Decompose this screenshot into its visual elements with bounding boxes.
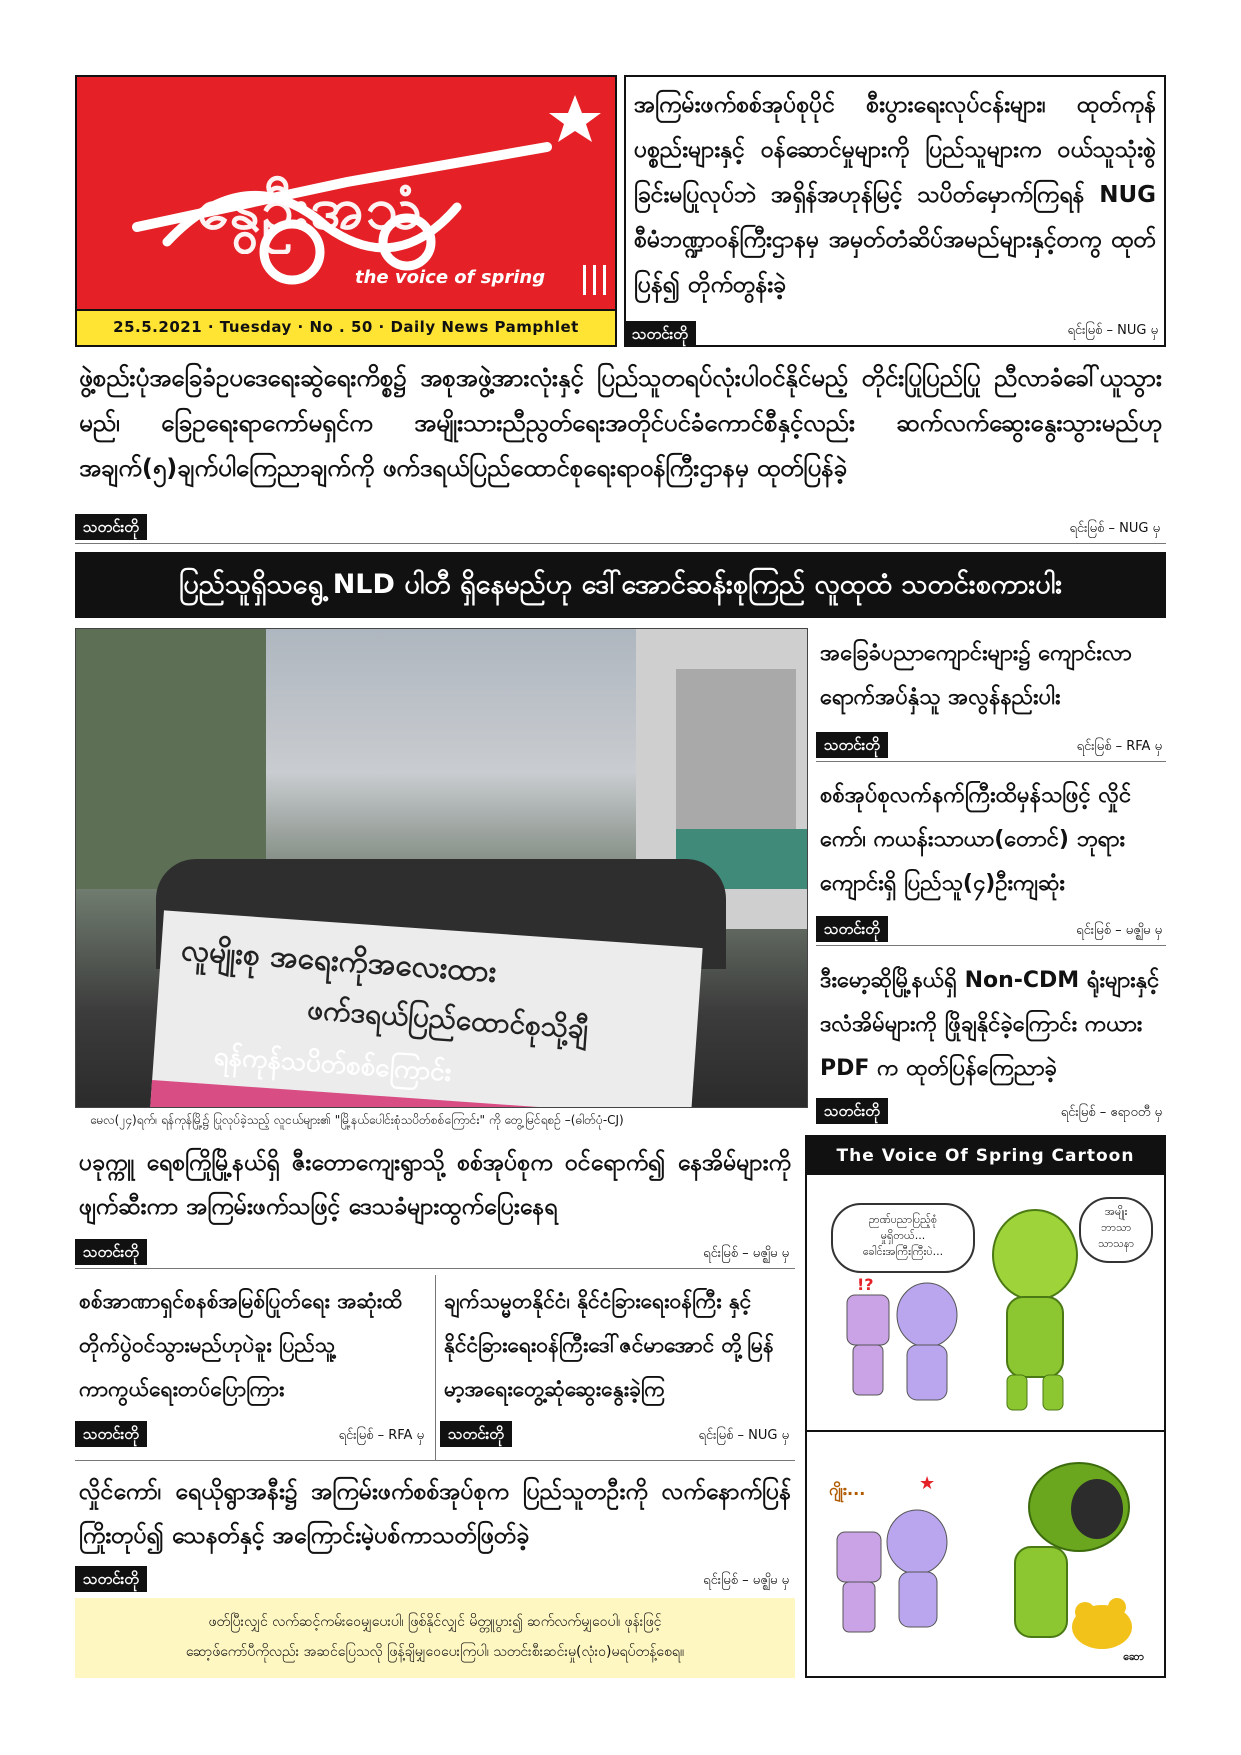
story-nug-boycott: အကြမ်းဖက်စစ်အုပ်စုပိုင် စီးပွားရေးလုပ်ငန်းများ၊ ထုတ်ကုန်ပစ္စည်းများနှင့် ဝန်ဆောင်မှုများကို ပြည်သူများက ဝယ်သူသုံးစွဲခြင်းမပြုလုပ်ဘဲ အရှိန်အဟုန်မြင့် သပိတ်မှောက်ကြရန် NUG စီမံဘဏ္ဍာဝန်ကြီးဌာနမှ အမှတ်တံဆိပ်အမည်များနှင့်တကွ ထုတ်ပြန်၍ တိုက်တွန်းခဲ့ သတင်းတို ရင်းမြစ် – NUG မှ bbox=[624, 75, 1166, 347]
masthead-tagline: the voice of spring bbox=[355, 267, 546, 288]
protest-banner: လူမျိုးစု အရေးကိုအလေးထား ဖက်ဒရယ်ပြည်ထောင်စုသို့ချီ ရန်ကုန်သပိတ်စစ်ကြောင်း bbox=[149, 910, 702, 1108]
cartoon-characters-1 bbox=[807, 1175, 1164, 1430]
cartoon-panel bbox=[805, 1135, 1166, 1678]
news-tag: သတင်းတို bbox=[75, 1566, 147, 1592]
cartoon-characters-2 bbox=[807, 1437, 1164, 1676]
story-bago-pdf: စစ်အာဏာရှင်စနစ်အမြစ်ပြုတ်ရေး အဆုံးထိတိုက်ပွဲဝင်သွားမည်ဟုပဲခူး ပြည်သူ့ကာကွယ်ရေးတပ်ပြောကြား သတင်းတို ရင်းမြစ် – RFA မှ bbox=[75, 1275, 430, 1460]
footer-note: ဖတ်ပြီးလျှင် လက်ဆင့်ကမ်းဝေမျှပေးပါ၊ ဖြစ်နိုင်လျှင် မိတ္တူပွား၍ ဆက်လက်မျှဝေပါ၊ ဖုန်းဖြင့် ဆော့ဖ်ကော်ပီကိုလည်း အဆင်ပြေသလို ဖြန့်ချိမျှဝေပေးကြပါ၊ သတင်းစီးဆင်းမှု(လုံး၀)မရပ်တန့်စေရ။ bbox=[75, 1598, 795, 1678]
protest-photo bbox=[75, 628, 808, 1108]
news-tag: သတင်းတို bbox=[440, 1421, 512, 1447]
news-tag: သတင်းတို bbox=[624, 321, 696, 347]
star-icon bbox=[549, 95, 601, 142]
story-czech-meeting: ချက်သမ္မတနိုင်ငံ၊ နိုင်ငံခြားရေးဝန်ကြီး နှင့်နိုင်ငံခြားရေးဝန်ကြီးဒေါ်ဇင်မာအောင် တို့မြန်မာ့အရေးတွေ့ဆုံဆွေးနွေးခဲ့ကြ သတင်းတို ရင်းမြစ် – NUG မှ bbox=[440, 1275, 795, 1460]
issue-bars bbox=[581, 265, 609, 295]
story-source: ရင်းမြစ် – NUG မှ bbox=[698, 1428, 789, 1443]
logo-text: နွေဦးအသံ bbox=[197, 174, 424, 242]
news-tag: သတင်းတို bbox=[75, 1239, 147, 1265]
cartoon-frame-1 bbox=[807, 1175, 1164, 1432]
cartoon-signature: ဆော bbox=[1123, 1650, 1144, 1663]
speech-bubble-2: အမျိုး ဘာသာ သာသနာ bbox=[1079, 1197, 1153, 1263]
cartoon-frame-2 bbox=[807, 1437, 1164, 1676]
story-federal-convention: ဖွဲ့စည်းပုံအခြေခံဥပဒေရေးဆွဲရေးကိစ္စ၌ အစုအဖွဲ့အားလုံးနှင့် ပြည်သူတရပ်လုံးပါဝင်နိုင်မည့် တိုင်းပြုပြည်ပြု ညီလာခံခေါ်ယူသွားမည်၊ ခြေဥရေးရာကော်မရှင်က အမျိုးသားညီညွတ်ရေးအတိုင်ပင်ခံကောင်စီနှင့်လည်း ဆက်လက်ဆွေးနွေးသွားမည်ဟု အချက်(၅)ချက်ပါကြေညာချက်ကို ဖက်ဒရယ်ပြည်ထောင်စုရေးရာဝန်ကြီးဌာနမှ ထုတ်ပြန်ခဲ့ သတင်းတို ရင်းမြစ် – NUG မှ bbox=[75, 356, 1166, 546]
story-source: ရင်းမြစ် – ဧရာဝတီ မှ bbox=[1060, 1105, 1162, 1120]
news-tag: သတင်းတို bbox=[816, 1098, 888, 1124]
story-source: ရင်းမြစ် – NUG မှ bbox=[1067, 323, 1158, 338]
exclaim-mark: !? bbox=[857, 1275, 874, 1294]
news-tag: သတင်းတို bbox=[75, 514, 147, 540]
photo-caption: မေလ(၂၄)ရက်၊ ရန်ကုန်မြို့၌ ပြုလုပ်ခဲ့သည့် လူငယ်များ၏ "မြို့နယ်ပေါင်းစုံသပိတ်စစ်ကြောင်း" ကို တွေ့မြင်ရစဉ် –(ဓါတ်ပုံ-CJ) bbox=[90, 1113, 624, 1127]
story-school-enrollment: အခြေခံပညာကျောင်းများ၌ ကျောင်းလာရောက်အပ်နှံသူ အလွန်နည်းပါး သတင်းတို ရင်းမြစ် – RFA မှ bbox=[816, 628, 1166, 763]
speech-bubble-3: ဂျိုး... bbox=[829, 1480, 866, 1499]
story-source: ရင်းမြစ် – မဇ္ဈိမ မှ bbox=[1076, 923, 1162, 938]
story-source: ရင်းမြစ် – NUG မှ bbox=[1069, 521, 1160, 536]
cartoon-header: The Voice Of Spring Cartoon bbox=[807, 1137, 1164, 1175]
story-demoso-pdf: ဒီးမော့ဆိုမြို့နယ်ရှိ Non-CDM ရုံးများနှင့်ဒလံအိမ်များကို ဖြိုချနိုင်ခဲ့ကြောင်း ကယား PDF က ထုတ်ပြန်ကြေညာခဲ့ သတင်းတို ရင်းမြစ် – ဧရာဝတီ မှ bbox=[816, 955, 1166, 1125]
news-tag: သတင်းတို bbox=[816, 732, 888, 758]
news-tag: သတင်းတို bbox=[75, 1421, 147, 1447]
banner-headline: ပြည်သူရှိသရွေ့ NLD ပါတီ ရှိနေမည်ဟု ဒေါ်အောင်ဆန်းစုကြည် လူထုထံ သတင်းစကားပါး bbox=[75, 552, 1166, 618]
speech-bubble-1: ဉာဏ်ပညာပြည့်စုံ မှုရှိတယ်... ခေါင်းအကြီးကြီးပဲ... bbox=[831, 1203, 975, 1273]
star-mark: ★ bbox=[919, 1473, 936, 1494]
story-source: ရင်းမြစ် – RFA မှ bbox=[1076, 739, 1162, 754]
story-source: ရင်းမြစ် – RFA မှ bbox=[338, 1428, 424, 1443]
story-pakokku-village: ပခုက္ကူ ရေစကြိုမြို့နယ်ရှိ ဇီးတောကျေးရွာသို့ စစ်အုပ်စုက ဝင်ရောက်၍ နေအိမ်များကို ဖျက်ဆီးကာ အကြမ်းဖက်သဖြင့် ဒေသခံများထွက်ပြေးနေရ သတင်းတို ရင်းမြစ် – မဇ္ဈိမ မှ bbox=[75, 1135, 795, 1270]
story-source: ရင်းမြစ် – မဇ္ဈိမ မှ bbox=[703, 1573, 789, 1588]
masthead bbox=[75, 75, 617, 347]
story-church-shelling: စစ်အုပ်စုလက်နက်ကြီးထိမှန်သဖြင့် လှိုင်ကော်၊ ကယန်းသာယာ(တောင်) ဘုရားကျောင်းရှိ ပြည်သူ(၄)ဦးကျဆုံး သတင်းတို ရင်းမြစ် – မဇ္ဈိမ မှ bbox=[816, 770, 1166, 948]
news-tag: သတင်းတို bbox=[816, 916, 888, 942]
story-hlaingkaw-killing: လှိုင်ကော်၊ ရေယိုရွာအနီး၌ အကြမ်းဖက်စစ်အုပ်စုက ပြည်သူတဦးကို လက်နောက်ပြန်ကြိုးတုပ်၍ သေနတ်နှင့် အကြောင်းမဲ့ပစ်ကာသတ်ဖြတ်ခဲ့ သတင်းတို ရင်းမြစ် – မဇ္ဈိမ မှ bbox=[75, 1466, 795, 1596]
dateline: 25.5.2021 · Tuesday · No . 50 · Daily News Pamphlet bbox=[77, 309, 615, 345]
story-source: ရင်းမြစ် – မဇ္ဈိမ မှ bbox=[703, 1246, 789, 1261]
